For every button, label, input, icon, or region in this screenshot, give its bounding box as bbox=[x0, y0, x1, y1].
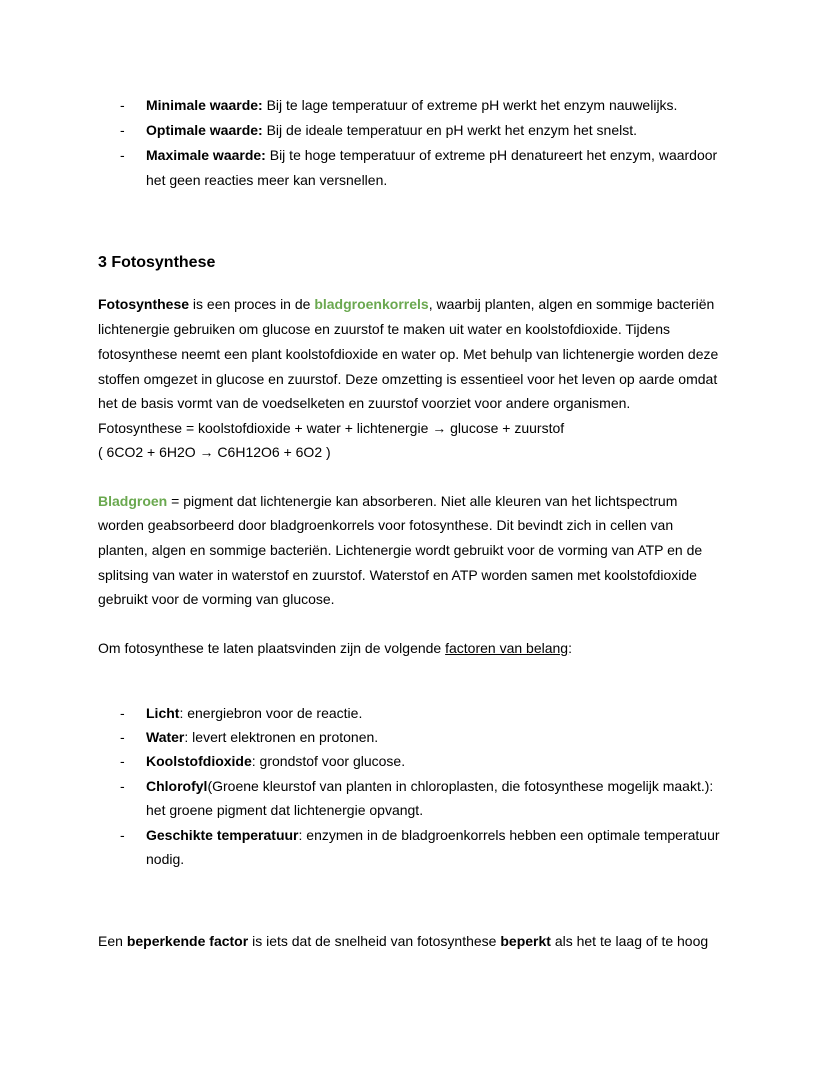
underlined-factors: factoren van belang bbox=[445, 640, 569, 656]
list-item bbox=[146, 727, 378, 747]
list-item-text: (Groene kleurstof van planten in chloroplasten, die fotosynthese mogelijk maakt.): bbox=[207, 778, 714, 794]
bullet: - bbox=[120, 705, 125, 721]
limiting-factor-line bbox=[98, 931, 708, 951]
bullet: - bbox=[120, 729, 125, 745]
bullet: - bbox=[120, 778, 125, 794]
list-item-text: : grondstof voor glucose. bbox=[251, 753, 406, 769]
list-item bbox=[146, 120, 637, 140]
list-item-term: Geschikte temperatuur bbox=[146, 827, 299, 843]
highlight-bladgroenkorrels: bladgroenkorrels bbox=[314, 296, 429, 312]
bullet: - bbox=[120, 147, 125, 163]
paragraph-line: lichtenergie gebruiken om glucose en zuurstof te maken uit water en koolstofdioxide. Tijdens bbox=[98, 321, 670, 337]
term-beperkende-factor: beperkende factor bbox=[126, 933, 249, 949]
list-item bbox=[146, 825, 720, 845]
bullet: - bbox=[120, 827, 125, 843]
paragraph-line: gebruikt voor de vorming van glucose. bbox=[98, 591, 335, 607]
term-beperkt: beperkt bbox=[500, 933, 551, 949]
paragraph-line: stoffen omgezet in glucose en zuurstof. Deze omzetting is essentieel voor het leven op aarde omdat bbox=[98, 371, 718, 387]
paragraph-line: fotosynthese neemt een plant koolstofdioxide en water op. Met behulp van lichtenergie worden deze bbox=[98, 346, 719, 362]
paragraph-line bbox=[98, 491, 677, 511]
paragraph-line: worden geabsorbeerd door bladgroenkorrels voor fotosynthese. Dit bevindt zich in cellen van bbox=[98, 517, 674, 533]
bullet: - bbox=[120, 122, 125, 138]
list-item bbox=[146, 145, 717, 165]
list-item-text: Bij te lage temperatuur of extreme pH werkt het enzym nauwelijks. bbox=[262, 97, 678, 113]
paragraph-line: het de basis vormt van de voedselketen en zuurstof voorziet voor andere organismen. bbox=[98, 395, 631, 411]
list-item-text: : energiebron voor de reactie. bbox=[179, 705, 363, 721]
list-item-term: Koolstofdioxide bbox=[146, 753, 252, 769]
list-item-continuation: het geen reacties meer kan versnellen. bbox=[146, 172, 388, 188]
paragraph-text: is een proces in de bbox=[189, 296, 315, 312]
list-item-continuation: nodig. bbox=[146, 851, 185, 867]
list-item-text: : enzymen in de bladgroenkorrels hebben een optimale temperatuur bbox=[298, 827, 720, 843]
list-item-text: Bij te hoge temperatuur of extreme pH denatureert het enzym, waardoor bbox=[265, 147, 718, 163]
list-item-term: Licht bbox=[146, 705, 180, 721]
paragraph-line: planten, algen en sommige bacteriën. Lichtenergie wordt gebruikt voor de vorming van ATP en de bbox=[98, 542, 703, 558]
list-item-term: Water bbox=[146, 729, 185, 745]
paragraph-line bbox=[98, 294, 714, 314]
paragraph-text: als het te laag of te hoog bbox=[550, 933, 709, 949]
list-item-term: Chlorofyl bbox=[146, 778, 208, 794]
list-item-continuation: het groene pigment dat lichtenergie opvangt. bbox=[146, 802, 424, 818]
formula-line: ( 6CO2 + 6H2O → C6H12O6 + 6O2 ) bbox=[98, 444, 331, 460]
paragraph-text: is iets dat de snelheid van fotosynthese bbox=[248, 933, 501, 949]
paragraph-text: , waarbij planten, algen en sommige bacteriën bbox=[428, 296, 715, 312]
list-item-term: Minimale waarde: bbox=[146, 97, 263, 113]
factors-intro bbox=[98, 638, 572, 658]
paragraph-text: = pigment dat lichtenergie kan absorberen. Niet alle kleuren van het lichtspectrum bbox=[167, 493, 678, 509]
bullet: - bbox=[120, 753, 125, 769]
list-item bbox=[146, 751, 405, 771]
paragraph-text: Een bbox=[98, 933, 127, 949]
equation-line: Fotosynthese = koolstofdioxide + water + lichtenergie → glucose + zuurstof bbox=[98, 420, 565, 436]
list-item-text: : levert elektronen en protonen. bbox=[184, 729, 379, 745]
list-item-term: Optimale waarde: bbox=[146, 122, 263, 138]
list-item bbox=[146, 95, 677, 115]
section-heading: 3 Fotosynthese bbox=[98, 254, 216, 271]
paragraph-text: Om fotosynthese te laten plaatsvinden zijn de volgende bbox=[98, 640, 446, 656]
list-item bbox=[146, 776, 713, 796]
paragraph-line: splitsing van water in waterstof en zuurstof. Waterstof en ATP worden samen met koolstofdioxide bbox=[98, 567, 697, 583]
list-item bbox=[146, 703, 362, 723]
bullet: - bbox=[120, 97, 125, 113]
paragraph-text: : bbox=[568, 640, 572, 656]
term-fotosynthese: Fotosynthese bbox=[98, 296, 190, 312]
list-item-term: Maximale waarde: bbox=[146, 147, 266, 163]
list-item-text: Bij de ideale temperatuur en pH werkt het enzym het snelst. bbox=[262, 122, 638, 138]
term-bladgroen: Bladgroen bbox=[98, 493, 168, 509]
